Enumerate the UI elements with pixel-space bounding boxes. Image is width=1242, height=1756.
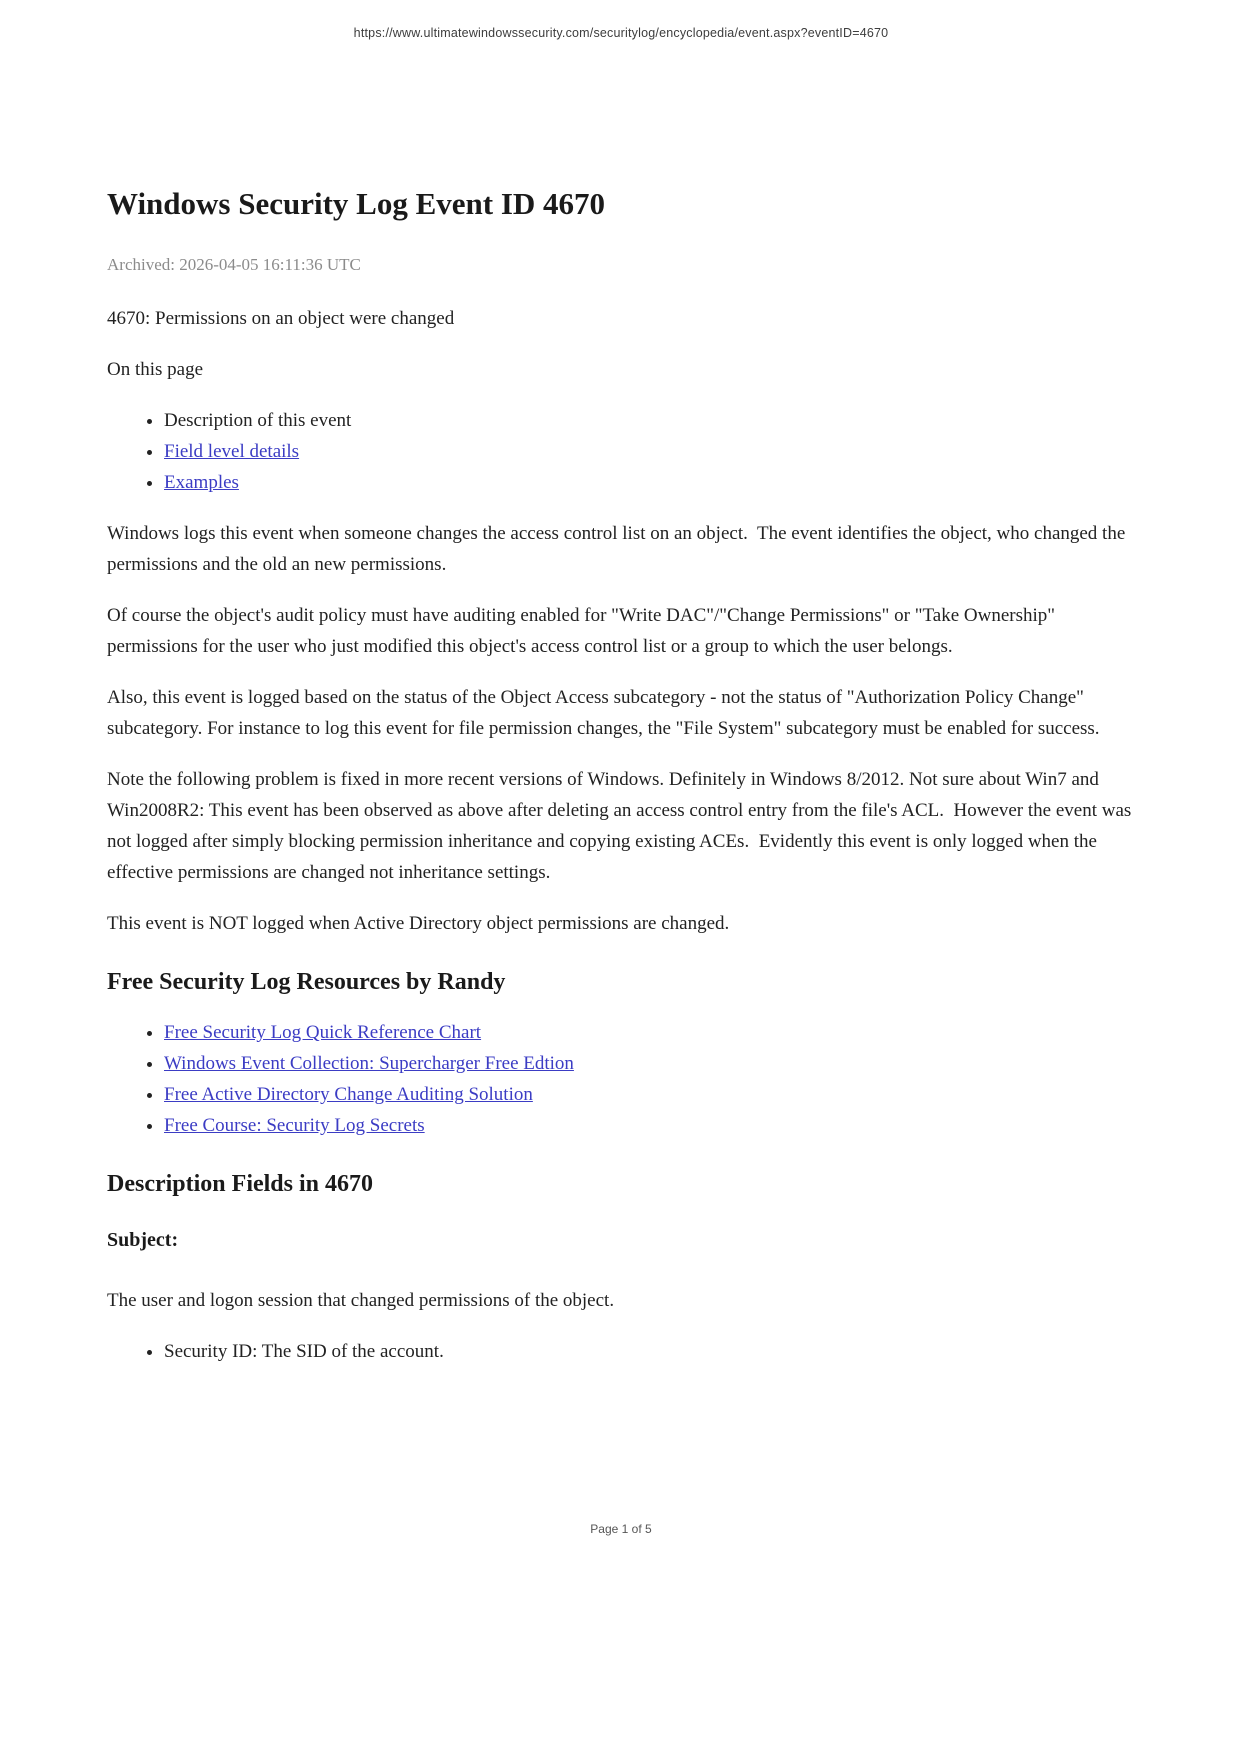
print-header xyxy=(0,26,1242,40)
body-paragraph: Note the following problem is fixed in more recent versions of Windows. Definitely in Windows 8/2012. Not sure about Win7 and Win2008R2: This event has been observed as above after deleting an access control entry from the file's ACL. However the event was not logged after simply blocking permission inheritance and copying existing ACEs. Evidently this event is only logged when the effective permissions are changed not inheritance settings. xyxy=(107,769,1137,883)
resource-link-ad-change-auditing[interactable]: Free Active Directory Change Auditing Solution xyxy=(164,1084,533,1105)
event-summary: 4670: Permissions on an object were changed xyxy=(107,308,455,329)
list-item xyxy=(164,1110,1135,1141)
description-fields-heading: Description Fields in 4670 xyxy=(107,1171,374,1197)
page-number: Page 1 of 5 xyxy=(590,1522,652,1536)
toc-link-examples[interactable]: Examples xyxy=(164,472,239,493)
toc-item xyxy=(164,436,1135,467)
list-item xyxy=(164,1079,1135,1110)
subject-field-list xyxy=(107,1336,1135,1367)
resource-link-quick-reference-chart[interactable]: Free Security Log Quick Reference Chart xyxy=(164,1022,482,1043)
toc-item xyxy=(164,467,1135,498)
page-title: Windows Security Log Event ID 4670 xyxy=(107,186,606,221)
resources-list xyxy=(107,1017,1135,1141)
body-paragraph: Of course the object's audit policy must have auditing enabled for "Write DAC"/"Change Permissions" or "Take Ownership" permissions for the user who just modified this object's access control list or a group to which the user belongs. xyxy=(107,605,1060,657)
toc-item xyxy=(164,405,1135,436)
subject-description: The user and logon session that changed permissions of the object. xyxy=(107,1290,615,1311)
page-url: https://www.ultimatewindowssecurity.com/securitylog/encyclopedia/event.aspx?eventID=4670 xyxy=(353,26,889,40)
body-paragraph: Windows logs this event when someone changes the access control list on an object. The event identifies the object, who changed the permissions and the old an new permissions. xyxy=(107,523,1131,575)
body-paragraph: This event is NOT logged when Active Directory object permissions are changed. xyxy=(107,913,730,934)
list-item xyxy=(164,1048,1135,1079)
on-this-page-label: On this page xyxy=(107,359,204,380)
toc-item-description-label: Description of this event xyxy=(164,410,352,431)
body-paragraph: Also, this event is logged based on the status of the Object Access subcategory - not the status of "Authorization Policy Change" subcategory. For instance to log this event for file permission changes, the "File System" subcategory must be enabled for success. xyxy=(107,687,1100,739)
list-item xyxy=(164,1336,1135,1367)
subject-heading: Subject: xyxy=(107,1229,179,1251)
list-item xyxy=(164,1017,1135,1048)
security-id-field-label: Security ID: The SID of the account. xyxy=(164,1341,444,1362)
page-footer xyxy=(0,1522,1242,1536)
resource-link-security-log-secrets[interactable]: Free Course: Security Log Secrets xyxy=(164,1115,425,1136)
resources-heading: Free Security Log Resources by Randy xyxy=(107,969,506,995)
toc-link-field-level-details[interactable]: Field level details xyxy=(164,441,300,462)
archived-timestamp: Archived: 2026-04-05 16:11:36 UTC xyxy=(107,255,361,274)
resource-link-supercharger[interactable]: Windows Event Collection: Supercharger Free Edtion xyxy=(164,1053,574,1074)
toc-list xyxy=(107,405,1135,498)
